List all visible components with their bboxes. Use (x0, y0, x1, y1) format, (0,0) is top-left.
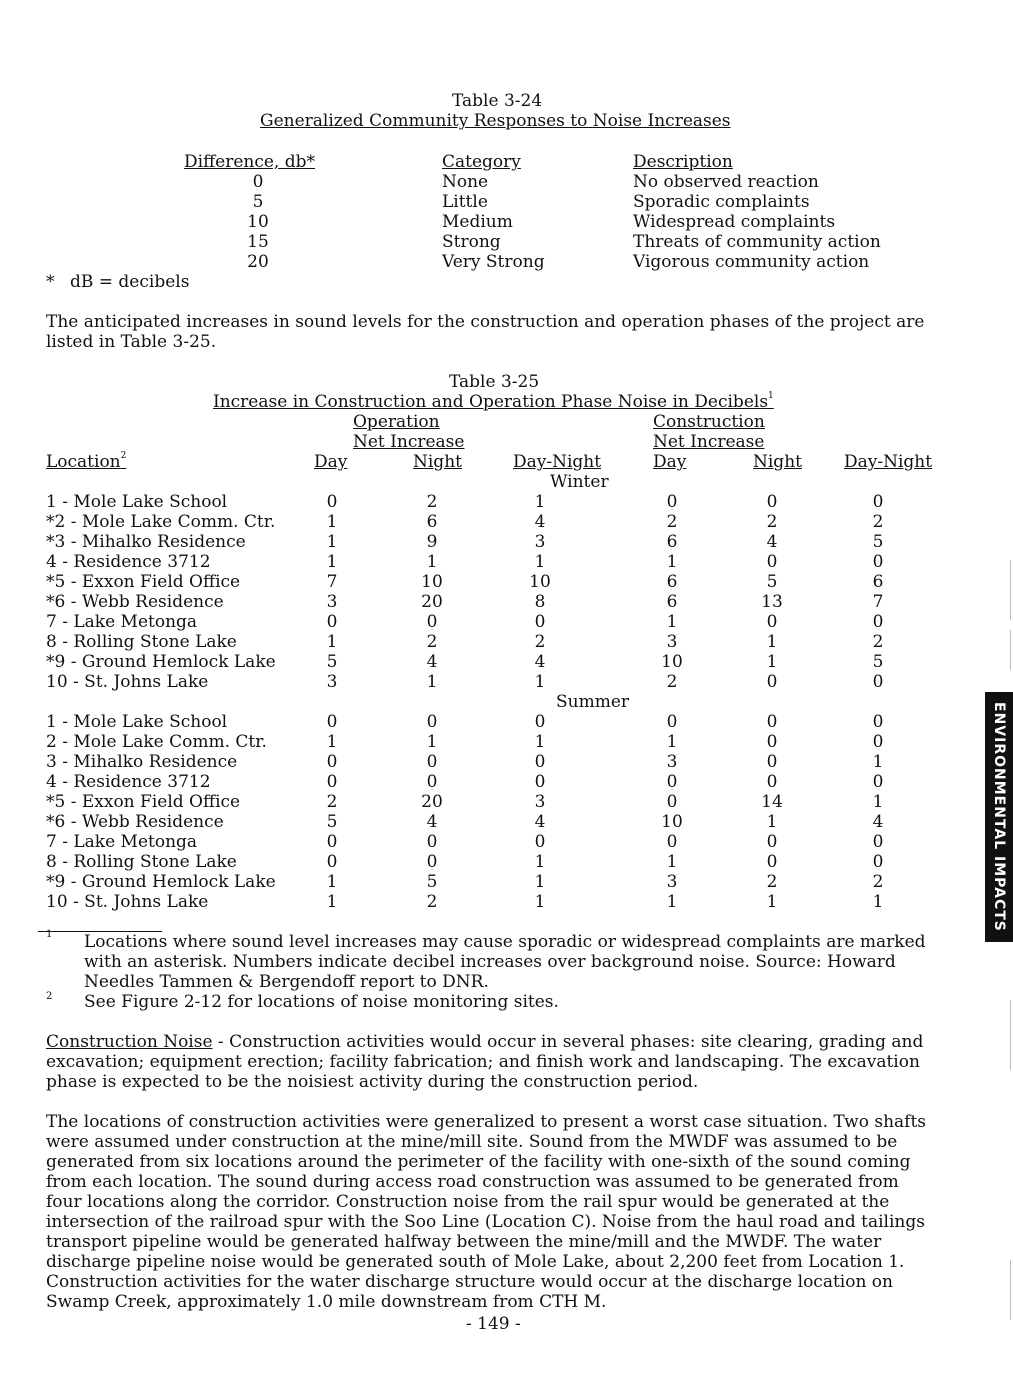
winter-location-cell: 4 - Residence 3712 (46, 552, 211, 572)
column-header-construction-day: Day (653, 452, 687, 472)
summer-operation-day-cell: 1 (326, 892, 338, 912)
section-side-tab-label: ENVIRONMENTAL IMPACTS (991, 702, 1007, 932)
operation-net-increase: Net Increase (353, 432, 465, 452)
summer-construction-day-night-cell: 0 (872, 712, 884, 732)
winter-operation-day-night-cell: 10 (529, 572, 551, 592)
winter-construction-night-cell: 0 (766, 612, 778, 632)
winter-operation-day-cell: 0 (326, 612, 338, 632)
summer-operation-day-cell: 0 (326, 752, 338, 772)
winter-construction-day-cell: 10 (661, 652, 683, 672)
construction-noise-heading: Construction Noise (46, 1032, 213, 1052)
winter-construction-day-night-cell: 5 (872, 532, 884, 552)
winter-construction-day-night-cell: 2 (872, 512, 884, 532)
summer-construction-night-cell: 14 (761, 792, 783, 812)
winter-construction-day-cell: 2 (666, 672, 678, 692)
table24-description-cell: Widespread complaints (633, 212, 836, 232)
winter-operation-day-cell: 0 (326, 492, 338, 512)
summer-construction-day-cell: 3 (666, 872, 678, 892)
winter-construction-night-cell: 0 (766, 552, 778, 572)
summer-operation-day-cell: 1 (326, 872, 338, 892)
winter-construction-day-cell: 3 (666, 632, 678, 652)
footnote-2-text: See Figure 2-12 for locations of noise monitoring sites. (84, 992, 559, 1012)
summer-operation-day-cell: 2 (326, 792, 338, 812)
summer-construction-night-cell: 1 (766, 892, 778, 912)
summer-location-cell: 10 - St. Johns Lake (46, 892, 209, 912)
winter-operation-day-night-cell: 4 (534, 652, 546, 672)
summer-operation-day-night-cell: 0 (534, 832, 546, 852)
summer-operation-day-cell: 0 (326, 712, 338, 732)
summer-construction-night-cell: 1 (766, 812, 778, 832)
summer-operation-day-night-cell: 0 (534, 712, 546, 732)
winter-location-cell: *3 - Mihalko Residence (46, 532, 246, 552)
winter-construction-night-cell: 13 (761, 592, 783, 612)
table24-description-cell: No observed reaction (633, 172, 819, 192)
table24-subtitle: Generalized Community Responses to Noise Increases (260, 111, 731, 131)
winter-construction-day-cell: 1 (666, 612, 678, 632)
summer-operation-night-cell: 0 (426, 832, 438, 852)
winter-operation-night-cell: 0 (426, 612, 438, 632)
summer-construction-night-cell: 0 (766, 712, 778, 732)
winter-construction-night-cell: 0 (766, 672, 778, 692)
winter-location-cell: *2 - Mole Lake Comm. Ctr. (46, 512, 276, 532)
summer-operation-night-cell: 0 (426, 712, 438, 732)
table24-category-cell: Strong (442, 232, 501, 252)
winter-operation-night-cell: 20 (421, 592, 443, 612)
winter-construction-night-cell: 1 (766, 652, 778, 672)
summer-operation-day-cell: 0 (326, 852, 338, 872)
summer-operation-day-night-cell: 4 (534, 812, 546, 832)
summer-construction-night-cell: 0 (766, 732, 778, 752)
construction-noise-paragraph (46, 1032, 936, 1092)
winter-construction-day-night-cell: 6 (872, 572, 884, 592)
summer-construction-day-night-cell: 0 (872, 772, 884, 792)
table25-subtitle: Increase in Construction and Operation Phase Noise in Decibels$^1$ (213, 391, 774, 412)
summer-operation-day-cell: 0 (326, 832, 338, 852)
margin-mark (1010, 1260, 1011, 1320)
table24-description-cell: Vigorous community action (633, 252, 870, 272)
location-footnote-mark: 2 (120, 451, 127, 461)
winter-construction-day-cell: 0 (666, 492, 678, 512)
table24-note-mark: * (46, 272, 55, 292)
winter-construction-day-cell: 1 (666, 552, 678, 572)
summer-construction-day-cell: 0 (666, 712, 678, 732)
winter-operation-day-cell: 7 (326, 572, 338, 592)
summer-location-cell: 3 - Mihalko Residence (46, 752, 238, 772)
winter-operation-night-cell: 1 (426, 672, 438, 692)
winter-location-cell: 10 - St. Johns Lake (46, 672, 209, 692)
winter-operation-day-cell: 3 (326, 592, 338, 612)
table24-difference-cell: 10 (247, 212, 269, 232)
summer-construction-day-cell: 1 (666, 732, 678, 752)
summer-construction-day-cell: 3 (666, 752, 678, 772)
winter-construction-day-cell: 2 (666, 512, 678, 532)
construction-net-increase: Net Increase (653, 432, 765, 452)
summer-operation-night-cell: 0 (426, 772, 438, 792)
footnote-1-mark: 1 (46, 929, 53, 940)
summer-operation-day-cell: 5 (326, 812, 338, 832)
winter-operation-night-cell: 1 (426, 552, 438, 572)
summer-operation-night-cell: 0 (426, 752, 438, 772)
table24-header-category: Category (442, 152, 521, 172)
summer-operation-night-cell: 1 (426, 732, 438, 752)
winter-operation-day-night-cell: 4 (534, 512, 546, 532)
summer-location-cell: *9 - Ground Hemlock Lake (46, 872, 276, 892)
table24-note: dB = decibels (70, 272, 190, 292)
table24-difference-cell: 0 (252, 172, 264, 192)
winter-operation-day-cell: 3 (326, 672, 338, 692)
summer-construction-day-cell: 0 (666, 792, 678, 812)
locations-paragraph: The locations of construction activities were generalized to present a worst case situation. Two shafts were assumed under construction at the mine/mill site. Sound from the MWDF was assumed to be generated from six locations around the perimeter of the facility with one-sixth of the sound coming from each location. The sound during access road construction was assumed to be generated from four locations along the corridor. Construction noise from the rail spur would be generated at the intersection of the railroad spur with the Soo Line (Location C). Noise from the haul road and tailings transport pipeline would be generated halfway between the mine/mill and the MWDF. The water discharge pipeline noise would be generated south of Mole Lake, about 2,200 feet from Location 1. Construction activities for the water discharge structure would occur at the discharge location on Swamp Creek, approximately 1.0 mile downstream from CTH M. (46, 1112, 926, 1312)
table24-category-cell: Very Strong (442, 252, 545, 272)
table24-difference-cell: 5 (252, 192, 264, 212)
summer-construction-day-night-cell: 1 (872, 792, 884, 812)
table24-difference-cell: 15 (247, 232, 269, 252)
page-number: - 149 - (466, 1314, 521, 1334)
summer-construction-night-cell: 2 (766, 872, 778, 892)
winter-construction-night-cell: 1 (766, 632, 778, 652)
footnote-2-mark: 2 (46, 991, 53, 1002)
winter-construction-day-night-cell: 0 (872, 552, 884, 572)
winter-operation-day-night-cell: 1 (534, 552, 546, 572)
summer-location-cell: 7 - Lake Metonga (46, 832, 198, 852)
construction-group-header: Construction (653, 412, 765, 432)
construction-noise-text: - Construction activities would occur in several phases: site clearing, grading and excavation; equipment erection; facility fabrication; and finish work and landscaping. The excavation phase is expected to be the noisiest activity during the construction period. (46, 1032, 924, 1092)
summer-location-cell: 2 - Mole Lake Comm. Ctr. (46, 732, 267, 752)
winter-operation-day-cell: 1 (326, 532, 338, 552)
summer-construction-day-night-cell: 2 (872, 872, 884, 892)
winter-operation-day-night-cell: 3 (534, 532, 546, 552)
winter-location-cell: *9 - Ground Hemlock Lake (46, 652, 276, 672)
summer-construction-day-night-cell: 0 (872, 732, 884, 752)
table24-description-cell: Threats of community action (633, 232, 881, 252)
winter-construction-day-cell: 6 (666, 532, 678, 552)
summer-operation-day-night-cell: 1 (534, 852, 546, 872)
winter-operation-night-cell: 9 (426, 532, 438, 552)
table25-title: Table 3-25 (449, 372, 540, 392)
winter-construction-day-cell: 6 (666, 572, 678, 592)
table24-header-description: Description (633, 152, 733, 172)
winter-operation-night-cell: 10 (421, 572, 443, 592)
winter-location-cell: 1 - Mole Lake School (46, 492, 228, 512)
summer-construction-night-cell: 0 (766, 852, 778, 872)
table24-difference-cell: 20 (247, 252, 269, 272)
table24-description-cell: Sporadic complaints (633, 192, 810, 212)
section-side-tab (985, 692, 1013, 942)
summer-operation-night-cell: 5 (426, 872, 438, 892)
summer-operation-day-night-cell: 3 (534, 792, 546, 812)
summer-construction-day-cell: 10 (661, 812, 683, 832)
summer-construction-day-night-cell: 1 (872, 892, 884, 912)
winter-operation-night-cell: 2 (426, 492, 438, 512)
summer-operation-night-cell: 0 (426, 852, 438, 872)
summer-construction-day-cell: 1 (666, 892, 678, 912)
summer-operation-night-cell: 20 (421, 792, 443, 812)
summer-operation-day-cell: 1 (326, 732, 338, 752)
summer-operation-day-night-cell: 0 (534, 772, 546, 792)
summer-operation-day-night-cell: 1 (534, 892, 546, 912)
winter-location-cell: 7 - Lake Metonga (46, 612, 198, 632)
winter-operation-day-cell: 5 (326, 652, 338, 672)
summer-construction-day-cell: 0 (666, 772, 678, 792)
summer-location-cell: 8 - Rolling Stone Lake (46, 852, 237, 872)
summer-location-cell: *6 - Webb Residence (46, 812, 224, 832)
margin-mark (1010, 1000, 1011, 1070)
summer-operation-day-night-cell: 0 (534, 752, 546, 772)
column-header-location: Location$^2$ (46, 451, 127, 472)
winter-construction-night-cell: 4 (766, 532, 778, 552)
margin-mark (1010, 630, 1011, 670)
winter-operation-day-cell: 1 (326, 552, 338, 572)
winter-operation-night-cell: 4 (426, 652, 438, 672)
summer-construction-day-cell: 0 (666, 832, 678, 852)
winter-construction-night-cell: 2 (766, 512, 778, 532)
winter-construction-day-night-cell: 5 (872, 652, 884, 672)
column-header-operation-night: Night (413, 452, 462, 472)
margin-mark (1010, 560, 1011, 620)
winter-operation-night-cell: 6 (426, 512, 438, 532)
winter-operation-day-night-cell: 0 (534, 612, 546, 632)
column-header-operation-day: Day (314, 452, 348, 472)
summer-operation-night-cell: 2 (426, 892, 438, 912)
winter-operation-day-night-cell: 2 (534, 632, 546, 652)
summer-operation-night-cell: 4 (426, 812, 438, 832)
column-header-operation-day-night: Day-Night (513, 452, 602, 472)
winter-operation-day-cell: 1 (326, 512, 338, 532)
winter-operation-day-cell: 1 (326, 632, 338, 652)
summer-construction-day-night-cell: 1 (872, 752, 884, 772)
winter-construction-day-night-cell: 0 (872, 492, 884, 512)
summer-construction-day-night-cell: 4 (872, 812, 884, 832)
operation-group-header: Operation (353, 412, 440, 432)
table24-header-difference: Difference, db* (184, 152, 315, 172)
summer-construction-night-cell: 0 (766, 832, 778, 852)
winter-location-cell: *5 - Exxon Field Office (46, 572, 241, 592)
winter-construction-day-night-cell: 0 (872, 612, 884, 632)
winter-construction-night-cell: 5 (766, 572, 778, 592)
winter-construction-day-night-cell: 0 (872, 672, 884, 692)
winter-operation-day-night-cell: 1 (534, 672, 546, 692)
summer-location-cell: 4 - Residence 3712 (46, 772, 211, 792)
column-header-construction-day-night: Day-Night (844, 452, 933, 472)
winter-operation-day-night-cell: 8 (534, 592, 546, 612)
table24-title: Table 3-24 (452, 91, 543, 111)
table24-category-cell: Little (442, 192, 488, 212)
winter-construction-day-night-cell: 7 (872, 592, 884, 612)
summer-construction-day-night-cell: 0 (872, 852, 884, 872)
summer-construction-day-cell: 1 (666, 852, 678, 872)
summer-location-cell: 1 - Mole Lake School (46, 712, 228, 732)
winter-operation-night-cell: 2 (426, 632, 438, 652)
column-header-construction-night: Night (753, 452, 802, 472)
summer-construction-night-cell: 0 (766, 752, 778, 772)
winter-location-cell: *6 - Webb Residence (46, 592, 224, 612)
summer-construction-night-cell: 0 (766, 772, 778, 792)
intro-paragraph: The anticipated increases in sound levels for the construction and operation phases of the project are listed in Table 3-25. (46, 312, 925, 352)
table25-subtitle-footnote-mark: 1 (768, 391, 774, 401)
winter-operation-day-night-cell: 1 (534, 492, 546, 512)
summer-location-cell: *5 - Exxon Field Office (46, 792, 241, 812)
winter-location-cell: 8 - Rolling Stone Lake (46, 632, 237, 652)
summer-operation-day-night-cell: 1 (534, 872, 546, 892)
summer-operation-day-cell: 0 (326, 772, 338, 792)
table24-category-cell: None (442, 172, 489, 192)
winter-construction-night-cell: 0 (766, 492, 778, 512)
table24-category-cell: Medium (442, 212, 513, 232)
winter-construction-day-night-cell: 2 (872, 632, 884, 652)
summer-operation-day-night-cell: 1 (534, 732, 546, 752)
summer-construction-day-night-cell: 0 (872, 832, 884, 852)
footnote-1-text: Locations where sound level increases may cause sporadic or widespread complaints are marked with an asterisk. Numbers indicate decibel increases over background noise. Source: Howard Needles Tammen & Bergendoff report to DNR. (84, 932, 926, 992)
winter-construction-day-cell: 6 (666, 592, 678, 612)
winter-season-label: Winter (550, 472, 609, 492)
summer-season-label: Summer (556, 692, 630, 712)
